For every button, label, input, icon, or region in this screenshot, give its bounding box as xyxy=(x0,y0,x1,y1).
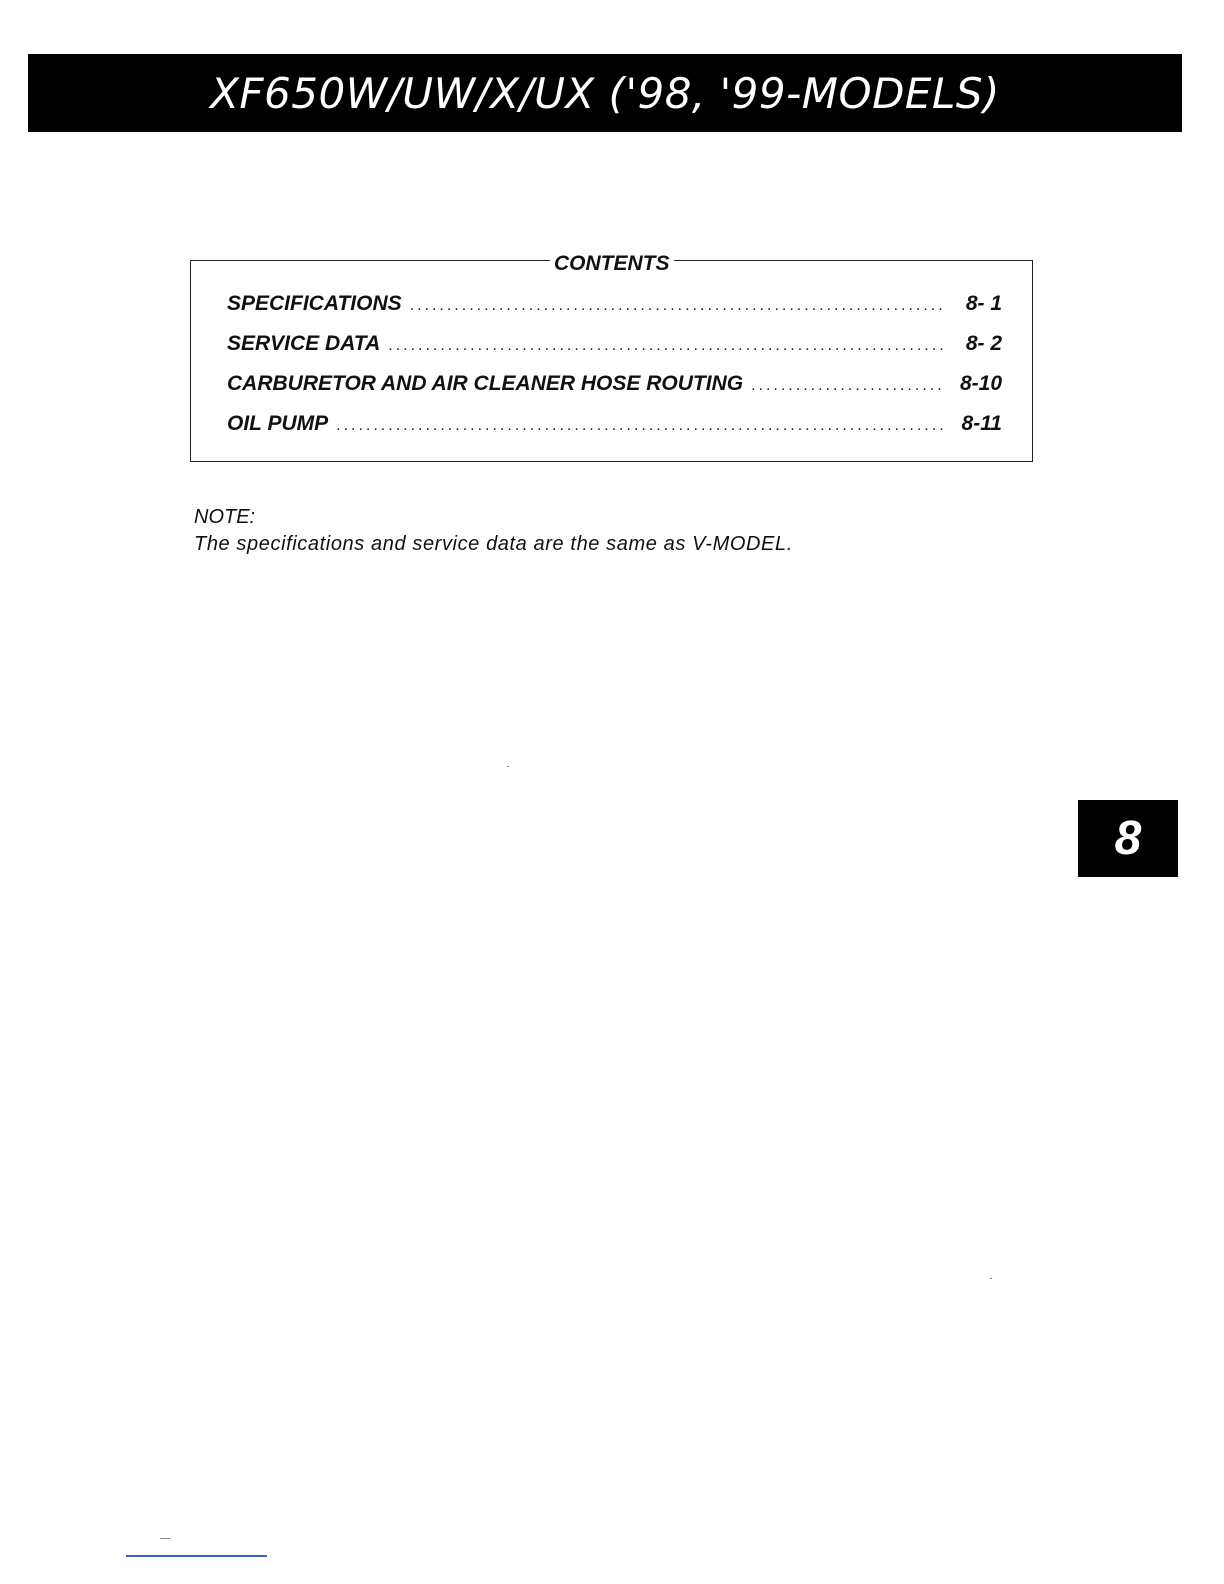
toc-item-label: OIL PUMP xyxy=(227,412,329,435)
toc-dot-leader xyxy=(751,370,946,402)
toc-item-label: SERVICE DATA xyxy=(227,332,381,355)
toc-dot-leader xyxy=(388,330,946,362)
toc-item-page: 8-11 xyxy=(961,412,1002,435)
scan-speck xyxy=(507,766,509,767)
scan-speck xyxy=(990,1278,992,1279)
toc-item-label: CARBURETOR AND AIR CLEANER HOSE ROUTING xyxy=(227,372,744,395)
toc-item-carburetor-hose-routing[interactable] xyxy=(227,368,1002,408)
toc-item-label: SPECIFICATIONS xyxy=(227,292,402,315)
toc-dot-leader xyxy=(336,410,946,442)
toc-list xyxy=(227,288,1002,448)
note-label: NOTE: xyxy=(194,506,256,528)
scan-speck xyxy=(160,1538,170,1539)
chapter-number: 8 xyxy=(1114,812,1142,865)
toc-item-page: 8- 2 xyxy=(965,332,1002,355)
contents-heading: CONTENTS xyxy=(550,251,674,277)
footer-rule xyxy=(126,1555,267,1557)
chapter-tab xyxy=(1078,800,1178,877)
toc-item-service-data[interactable] xyxy=(227,328,1002,368)
toc-dot-leader xyxy=(410,290,946,322)
note-text: The specifications and service data are the same as V-MODEL. xyxy=(194,533,793,555)
toc-item-oil-pump[interactable] xyxy=(227,408,1002,448)
toc-item-specifications[interactable] xyxy=(227,288,1002,328)
toc-item-page: 8-10 xyxy=(959,372,1002,395)
chapter-title: XF650W/UW/X/UX ('98, '99-MODELS) xyxy=(210,68,1000,118)
toc-item-page: 8- 1 xyxy=(965,292,1002,315)
chapter-title-bar xyxy=(28,54,1182,132)
